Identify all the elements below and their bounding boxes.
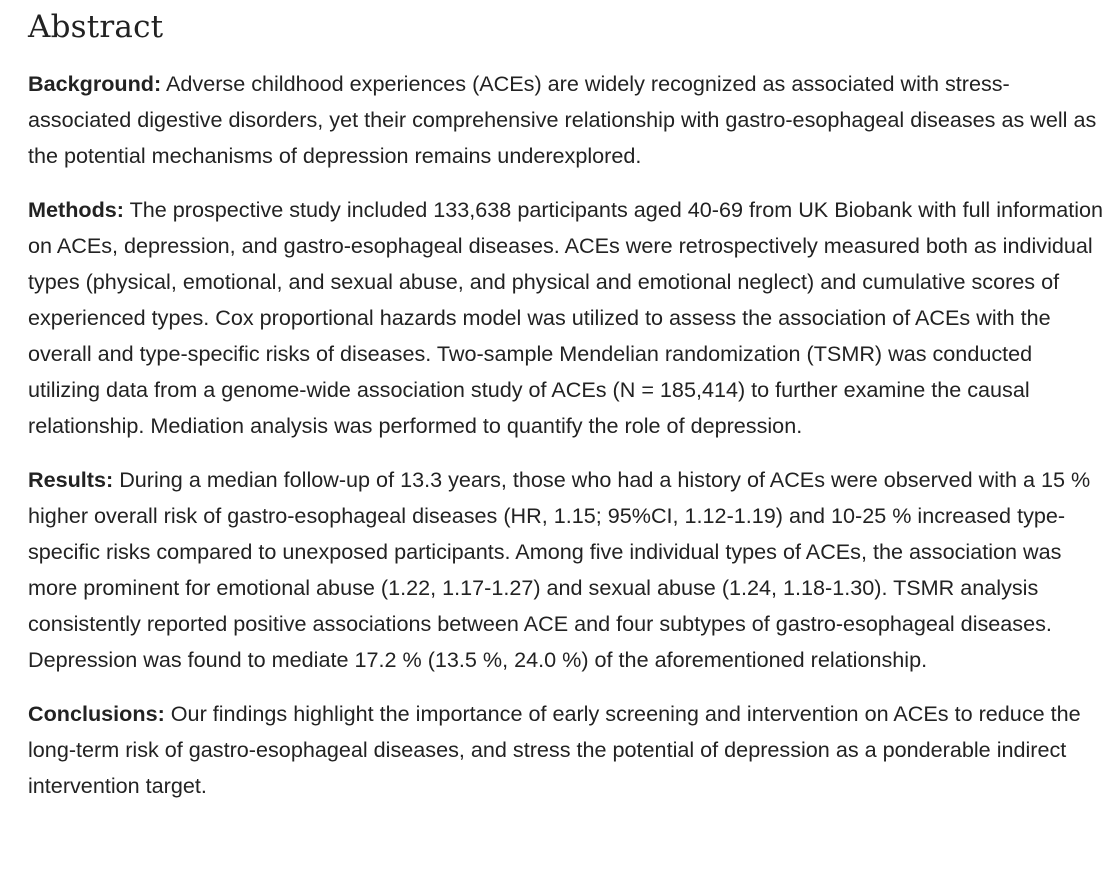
methods-section — [28, 192, 1110, 444]
methods-text: The prospective study included 133,638 participants aged 40-69 from UK Biobank with full information on ACEs, depression, and gastro-esophageal diseases. ACEs were retrospectively measured both as individual types (physical, emotional, and sexual abuse, and physical and emotional neglect) and cumulative scores of experienced types. Cox proportional hazards model was utilized to assess the association of ACEs with the overall and type-specific risks of diseases. Two-sample Mendelian randomization (TSMR) was conducted utilizing data from a genome-wide association study of ACEs (N = 185,414) to further examine the causal relationship. Mediation analysis was performed to quantify the role of depression. — [28, 197, 1104, 438]
conclusions-text: Our findings highlight the importance of early screening and intervention on ACEs to reduce the long-term risk of gastro-esophageal diseases, and stress the potential of depression as a ponderable indirect intervention target. — [28, 701, 1081, 798]
abstract-container — [28, 6, 1110, 822]
conclusions-label: Conclusions: — [28, 701, 165, 726]
methods-label: Methods: — [28, 197, 124, 222]
results-section — [28, 462, 1110, 678]
background-section — [28, 66, 1110, 174]
background-label: Background: — [28, 71, 162, 96]
background-text: Adverse childhood experiences (ACEs) are widely recognized as associated with stress-associated digestive disorders, yet their comprehensive relationship with gastro-esophageal diseases as well as the potential mechanisms of depression remains underexplored. — [28, 71, 1097, 168]
abstract-heading: Abstract — [28, 9, 164, 45]
results-label: Results: — [28, 467, 114, 492]
results-text: During a median follow-up of 13.3 years, those who had a history of ACEs were observed with a 15 % higher overall risk of gastro-esophageal diseases (HR, 1.15; 95%CI, 1.12-1.19) and 10-25 % increased type-specific risks compared to unexposed participants. Among five individual types of ACEs, the association was more prominent for emotional abuse (1.22, 1.17-1.27) and sexual abuse (1.24, 1.18-1.30). TSMR analysis consistently reported positive associations between ACE and four subtypes of gastro-esophageal diseases. Depression was found to mediate 17.2 % (13.5 %, 24.0 %) of the aforementioned relationship. — [28, 467, 1091, 672]
conclusions-section — [28, 696, 1110, 804]
